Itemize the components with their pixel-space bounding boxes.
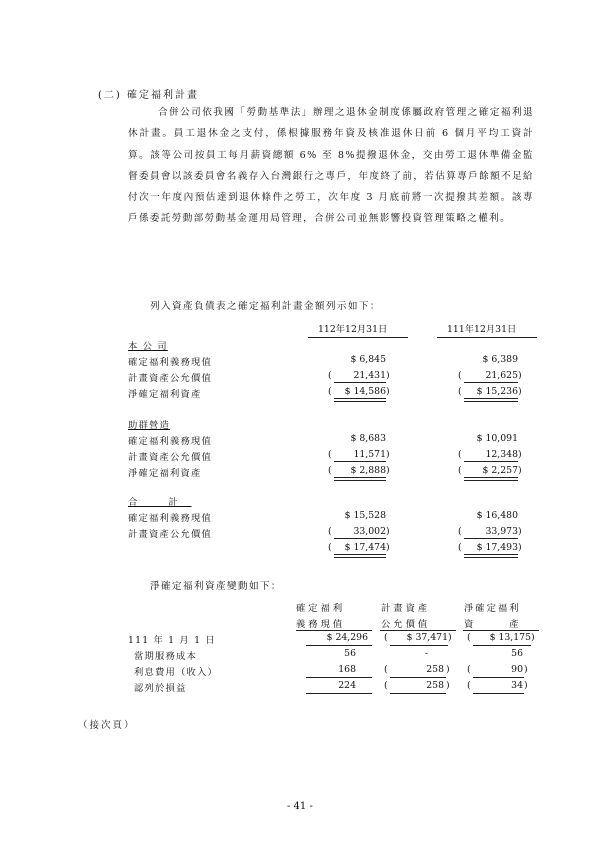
open-paren: ( — [467, 632, 471, 643]
cell-value: $ 6,845 — [350, 354, 386, 365]
group-title-total: 合 計 — [128, 497, 192, 508]
cell-value: $ 2,257 — [482, 465, 518, 476]
open-paren: ( — [458, 542, 462, 553]
underline — [464, 461, 518, 462]
cell-value: 224 — [338, 680, 356, 691]
row-label: 認列於損益 — [134, 683, 187, 694]
underline — [390, 677, 446, 678]
row-label: 確定福利義務現值 — [128, 436, 212, 447]
group-title-company: 本 公 司 — [128, 341, 168, 352]
close-paren: ) — [386, 386, 390, 397]
cell-value: $ 16,480 — [476, 510, 518, 521]
underline — [334, 461, 386, 462]
underline — [334, 538, 386, 539]
row-label: 111 年 1 月 1 日 — [128, 635, 216, 646]
cell-value: 90 — [511, 664, 523, 675]
table1-intro: 列入資產負債表之確定福利計畫金額列示如下： — [150, 301, 381, 312]
row-label: 淨確定福利資產 — [128, 468, 202, 479]
table1-col2-header: 111年12月31日 — [447, 324, 517, 335]
underline — [390, 693, 446, 694]
open-paren: ( — [467, 664, 471, 675]
open-paren: ( — [458, 465, 462, 476]
close-paren: ) — [386, 465, 390, 476]
cell-value: $ 17,474 — [344, 542, 386, 553]
underline — [306, 693, 372, 694]
open-paren: ( — [458, 449, 462, 460]
continued-note: （接次頁） — [78, 720, 136, 731]
underline — [306, 645, 372, 646]
close-paren: ) — [386, 542, 390, 553]
row-label: 計畫資產公允價值 — [128, 373, 212, 384]
cell-value: $ 10,091 — [476, 433, 518, 444]
underline — [334, 382, 386, 383]
cell-value: 258 — [426, 680, 444, 691]
table2-col2-header-line1: 計畫資產 — [381, 603, 431, 614]
row-label: 確定福利義務現值 — [128, 513, 212, 524]
cell-value: $ 24,296 — [326, 632, 368, 643]
close-paren: ) — [386, 370, 390, 381]
row-label: 確定福利義務現值 — [128, 357, 212, 368]
section-heading: (二) 確定福利計畫 — [98, 90, 199, 101]
underline — [464, 382, 518, 383]
cell-value: $ 37,471 — [406, 632, 448, 643]
underline — [473, 677, 524, 678]
double-underline — [334, 554, 386, 558]
close-paren: ) — [518, 370, 522, 381]
cell-value: 12,348 — [485, 449, 518, 460]
row-label: 計畫資產公允價值 — [128, 529, 212, 540]
row-label: 計畫資產公允價值 — [128, 452, 212, 463]
double-underline — [464, 398, 518, 402]
table1-col1-header: 112年12月31日 — [318, 324, 388, 335]
table2-col1-header-line1: 確定福利 — [296, 603, 346, 614]
cell-value: $ 2,888 — [350, 465, 386, 476]
double-underline — [464, 554, 518, 558]
table2-col2-header-line2: 公允價值 — [381, 619, 431, 630]
double-underline — [334, 477, 386, 481]
cell-value: $ 15,528 — [344, 510, 386, 521]
cell-value: 33,973 — [485, 526, 518, 537]
close-paren: ) — [524, 680, 528, 691]
cell-value: 33,002 — [353, 526, 386, 537]
close-paren: ) — [531, 632, 535, 643]
close-paren: ) — [524, 664, 528, 675]
open-paren: ( — [328, 465, 332, 476]
row-label: 當期服務成本 — [134, 651, 197, 662]
page-number: - 41 - — [287, 801, 313, 812]
double-underline — [334, 398, 386, 402]
section-paragraph: 合併公司依我國「勞動基準法」辦理之退休金制度係屬政府管理之確定福利退休計畫。員工退休金之支付，係根據服務年資及核准退休日前 6 個月平均工資計算。該等公司按員工每月薪資總額 6% 至 8%提撥退休金，交由勞工退休準備金監督委員會以該委員會名義存入台灣銀行之專戶，年度終了前，若估算專戶餘額不足給付次一年度內預估達到退休條件之勞工，次年度 3 月底前將一次提撥其差額。該專戶係委託勞動部勞動基金運用局管理，合併公司並無影響投資管理策略之權利。 — [128, 107, 534, 225]
close-paren: ) — [518, 386, 522, 397]
cell-value: 34 — [511, 680, 523, 691]
close-paren: ) — [386, 449, 390, 460]
row-label: 利息費用（收入） — [134, 667, 218, 678]
cell-value: 56 — [344, 648, 356, 659]
open-paren: ( — [384, 632, 388, 643]
table2-col2-header-rule — [380, 630, 456, 631]
close-paren: ) — [446, 664, 450, 675]
underline — [390, 645, 448, 646]
table2-col3-header-line1: 淨確定福利 — [464, 603, 521, 614]
open-paren: ( — [384, 664, 388, 675]
table2-col1-header-line2: 義務現值 — [296, 619, 346, 630]
open-paren: ( — [458, 386, 462, 397]
cell-value: $ 13,175 — [489, 632, 531, 643]
open-paren: ( — [458, 370, 462, 381]
cell-value: $ 17,493 — [476, 542, 518, 553]
table2-col3-header-rule — [463, 630, 539, 631]
table2-intro: 淨確定福利資產變動如下： — [150, 581, 282, 592]
table1-col2-header-rule — [437, 337, 537, 338]
cell-value: $ 15,236 — [476, 386, 518, 397]
open-paren: ( — [384, 680, 388, 691]
cell-value: 168 — [338, 664, 356, 675]
close-paren: ) — [386, 526, 390, 537]
cell-value: 21,625 — [485, 370, 518, 381]
cell-value: 21,431 — [353, 370, 386, 381]
open-paren: ( — [328, 542, 332, 553]
underline — [473, 645, 531, 646]
close-paren: ) — [446, 680, 450, 691]
underline — [464, 538, 518, 539]
underline — [473, 693, 524, 694]
row-label: 淨確定福利資產 — [128, 389, 202, 400]
table2-col1-header-rule — [296, 630, 372, 631]
cell-value: 56 — [511, 648, 523, 659]
underline — [306, 677, 372, 678]
close-paren: ) — [448, 632, 452, 643]
group-title-subsidiary: 助群營造 — [128, 420, 170, 431]
open-paren: ( — [458, 526, 462, 537]
double-underline — [464, 477, 518, 481]
open-paren: ( — [328, 526, 332, 537]
open-paren: ( — [467, 680, 471, 691]
close-paren: ) — [518, 449, 522, 460]
open-paren: ( — [328, 449, 332, 460]
cell-value: $ 14,586 — [344, 386, 386, 397]
cell-value: - — [424, 648, 428, 659]
cell-value: $ 8,683 — [350, 433, 386, 444]
close-paren: ) — [518, 465, 522, 476]
open-paren: ( — [328, 386, 332, 397]
cell-value: 11,571 — [353, 449, 386, 460]
close-paren: ) — [518, 542, 522, 553]
table2-col3-header-line2: 資 產 — [464, 619, 521, 630]
cell-value: 258 — [426, 664, 444, 675]
cell-value: $ 6,389 — [482, 354, 518, 365]
table1-col1-header-rule — [308, 337, 408, 338]
close-paren: ) — [518, 526, 522, 537]
open-paren: ( — [328, 370, 332, 381]
